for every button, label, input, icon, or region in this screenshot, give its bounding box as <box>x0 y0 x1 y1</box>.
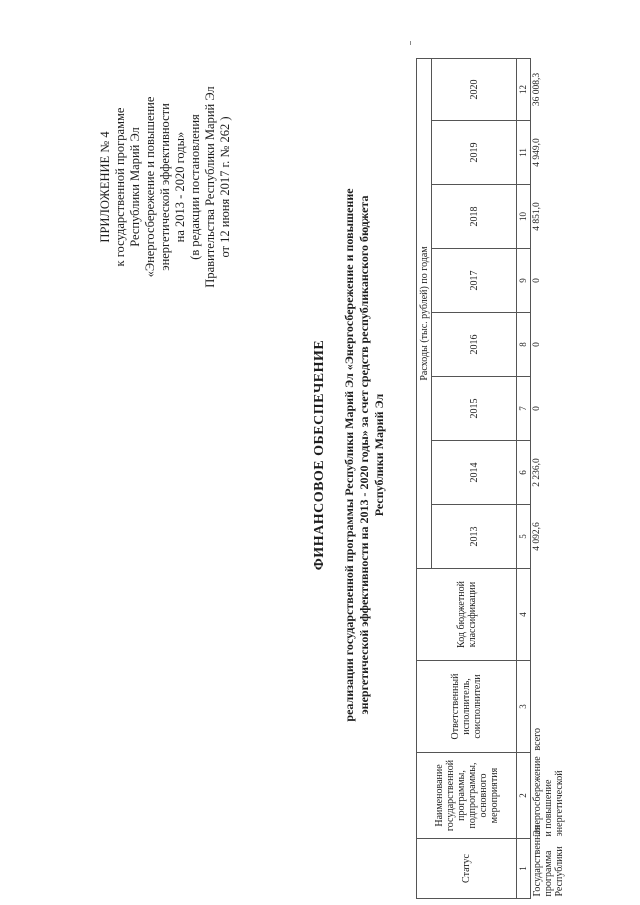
cell-value: 4 851,0 <box>532 202 542 231</box>
column-index: 5 <box>517 505 531 569</box>
cell-executor: всего <box>532 727 543 751</box>
cell-value: 0 <box>532 406 542 411</box>
column-index: 7 <box>517 377 531 441</box>
column-index: 6 <box>517 441 531 505</box>
appendix-line: от 12 июня 2017 г. № 262 ) <box>218 116 232 258</box>
column-index: 3 <box>517 661 531 753</box>
appendix-line: Правительства Республики Марий Эл <box>203 86 217 288</box>
column-index: 1 <box>517 839 531 899</box>
subtitle-line: Республики Марий Эл <box>372 393 386 517</box>
header-year: 2013 <box>432 505 517 569</box>
column-index: 12 <box>517 58 531 120</box>
header-year: 2020 <box>432 58 517 120</box>
appendix-line: (в редакции постановления <box>188 114 202 260</box>
cell-code <box>531 569 567 661</box>
header-year: 2016 <box>432 313 517 377</box>
subtitle-line: реализации государственной программы Республики Марий Эл «Энергосбережение и повышение <box>342 188 356 722</box>
cell-value: 0 <box>532 342 542 347</box>
column-index: 11 <box>517 121 531 185</box>
financing-table <box>416 58 566 899</box>
document-subtitle <box>342 85 387 825</box>
cell-status: Государственная программа Республики <box>532 825 565 897</box>
subtitle-line: энергетической эффективности на 2013 - 2020 годы» за счет средств республиканского бюджета <box>357 195 371 715</box>
appendix-line: «Энергосбережение и повышение <box>143 96 157 278</box>
header-year: 2018 <box>432 185 517 249</box>
header-status: Статус <box>417 839 517 899</box>
header-year: 2014 <box>432 441 517 505</box>
column-index: 9 <box>517 249 531 313</box>
appendix-line: энергетической эффективности <box>158 103 172 271</box>
appendix-block <box>98 67 233 307</box>
cell-value: 36 008,3 <box>532 72 542 107</box>
column-index: 10 <box>517 185 531 249</box>
header-name: Наименование государственной программы, подпрограммы, основного мероприятия <box>417 753 517 839</box>
cell-name: Энергосбережение и повышение энергетической <box>532 756 565 837</box>
header-year: 2015 <box>432 377 517 441</box>
header-year: 2019 <box>432 121 517 185</box>
appendix-line: Республики Марий Эл <box>128 127 142 247</box>
header-expenses: Расходы (тыс. рублей) по годам <box>417 58 432 568</box>
document-title: ФИНАНСОВОЕ ОБЕСПЕЧЕНИЕ <box>312 339 327 571</box>
column-index: 2 <box>517 753 531 839</box>
header-executor: Ответственный исполнитель, соисполнители <box>417 661 517 753</box>
appendix-line: ПРИЛОЖЕНИЕ № 4 <box>98 131 112 243</box>
appendix-line: на 2013 - 2020 годы» <box>173 131 187 243</box>
header-code: Код бюджетной классификации <box>417 569 517 661</box>
table-row <box>531 58 567 898</box>
column-index-row <box>517 58 531 898</box>
cell-value: 0 <box>532 278 542 283</box>
appendix-line: к государственной программе <box>113 107 127 267</box>
column-index: 4 <box>517 569 531 661</box>
column-index: 8 <box>517 313 531 377</box>
scan-mark <box>410 41 411 45</box>
cell-value: 4 949,0 <box>532 138 542 167</box>
cell-value: 4 092,6 <box>532 522 542 551</box>
cell-value: 2 236,0 <box>532 458 542 487</box>
header-year: 2017 <box>432 249 517 313</box>
